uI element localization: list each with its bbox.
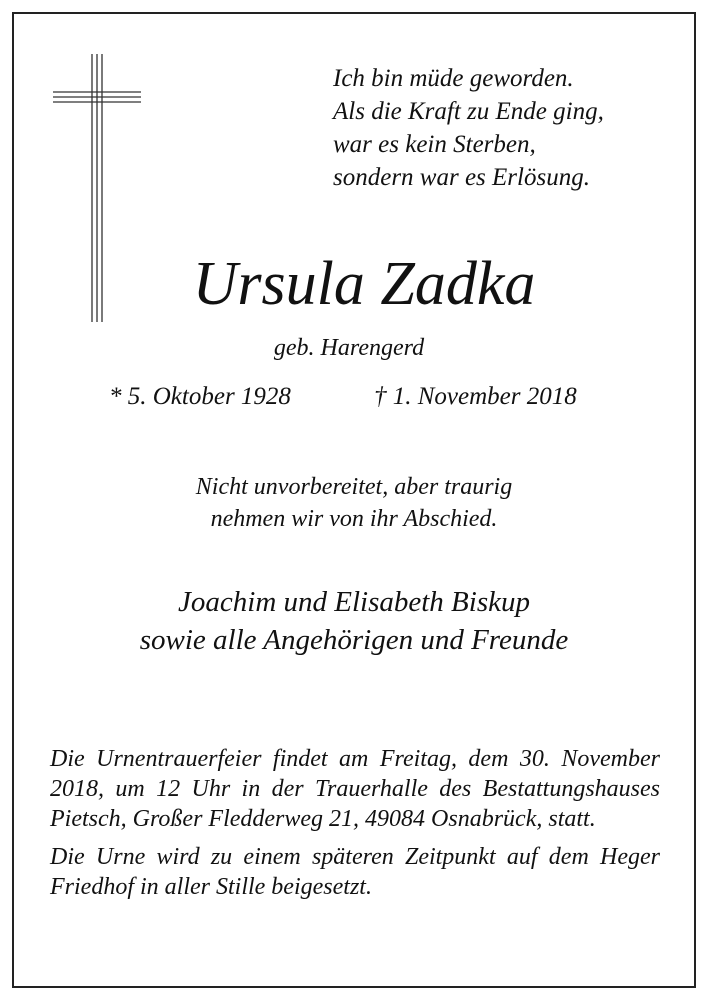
mourners-line: Joachim und Elisabeth Biskup: [178, 586, 530, 618]
poem: [333, 62, 604, 194]
burial-paragraph: Die Urne wird zu einem späteren Zeitpunkt auf dem Heger Friedhof in aller Stille beigesetzt.: [50, 844, 660, 900]
farewell-line: nehmen wir von ihr Abschied.: [210, 506, 498, 532]
ceremony-paragraph: Die Urnentrauerfeier findet am Freitag, dem 30. November 2018, um 12 Uhr in der Trauerhalle des Bestattungshauses Pietsch, Großer Fledderweg 21, 49084 Osnabrück, statt.: [50, 746, 660, 832]
maiden-name: geb. Harengerd: [273, 335, 425, 361]
poem-line: Als die Kraft zu Ende ging,: [333, 98, 604, 125]
poem-line: sondern war es Erlösung.: [333, 164, 590, 191]
death-date: † 1. November 2018: [374, 383, 577, 410]
poem-line: war es kein Sterben,: [333, 131, 536, 158]
mourners: [0, 583, 708, 659]
poem-line: Ich bin müde geworden.: [333, 65, 574, 92]
mourners-line: sowie alle Angehörigen und Freunde: [139, 624, 569, 656]
deceased-name: Ursula Zadka: [192, 250, 536, 318]
farewell-line: Nicht unvorbereitet, aber traurig: [195, 474, 513, 500]
service-info: [50, 744, 660, 902]
birth-date: * 5. Oktober 1928: [109, 383, 291, 410]
farewell-text: [0, 471, 708, 535]
